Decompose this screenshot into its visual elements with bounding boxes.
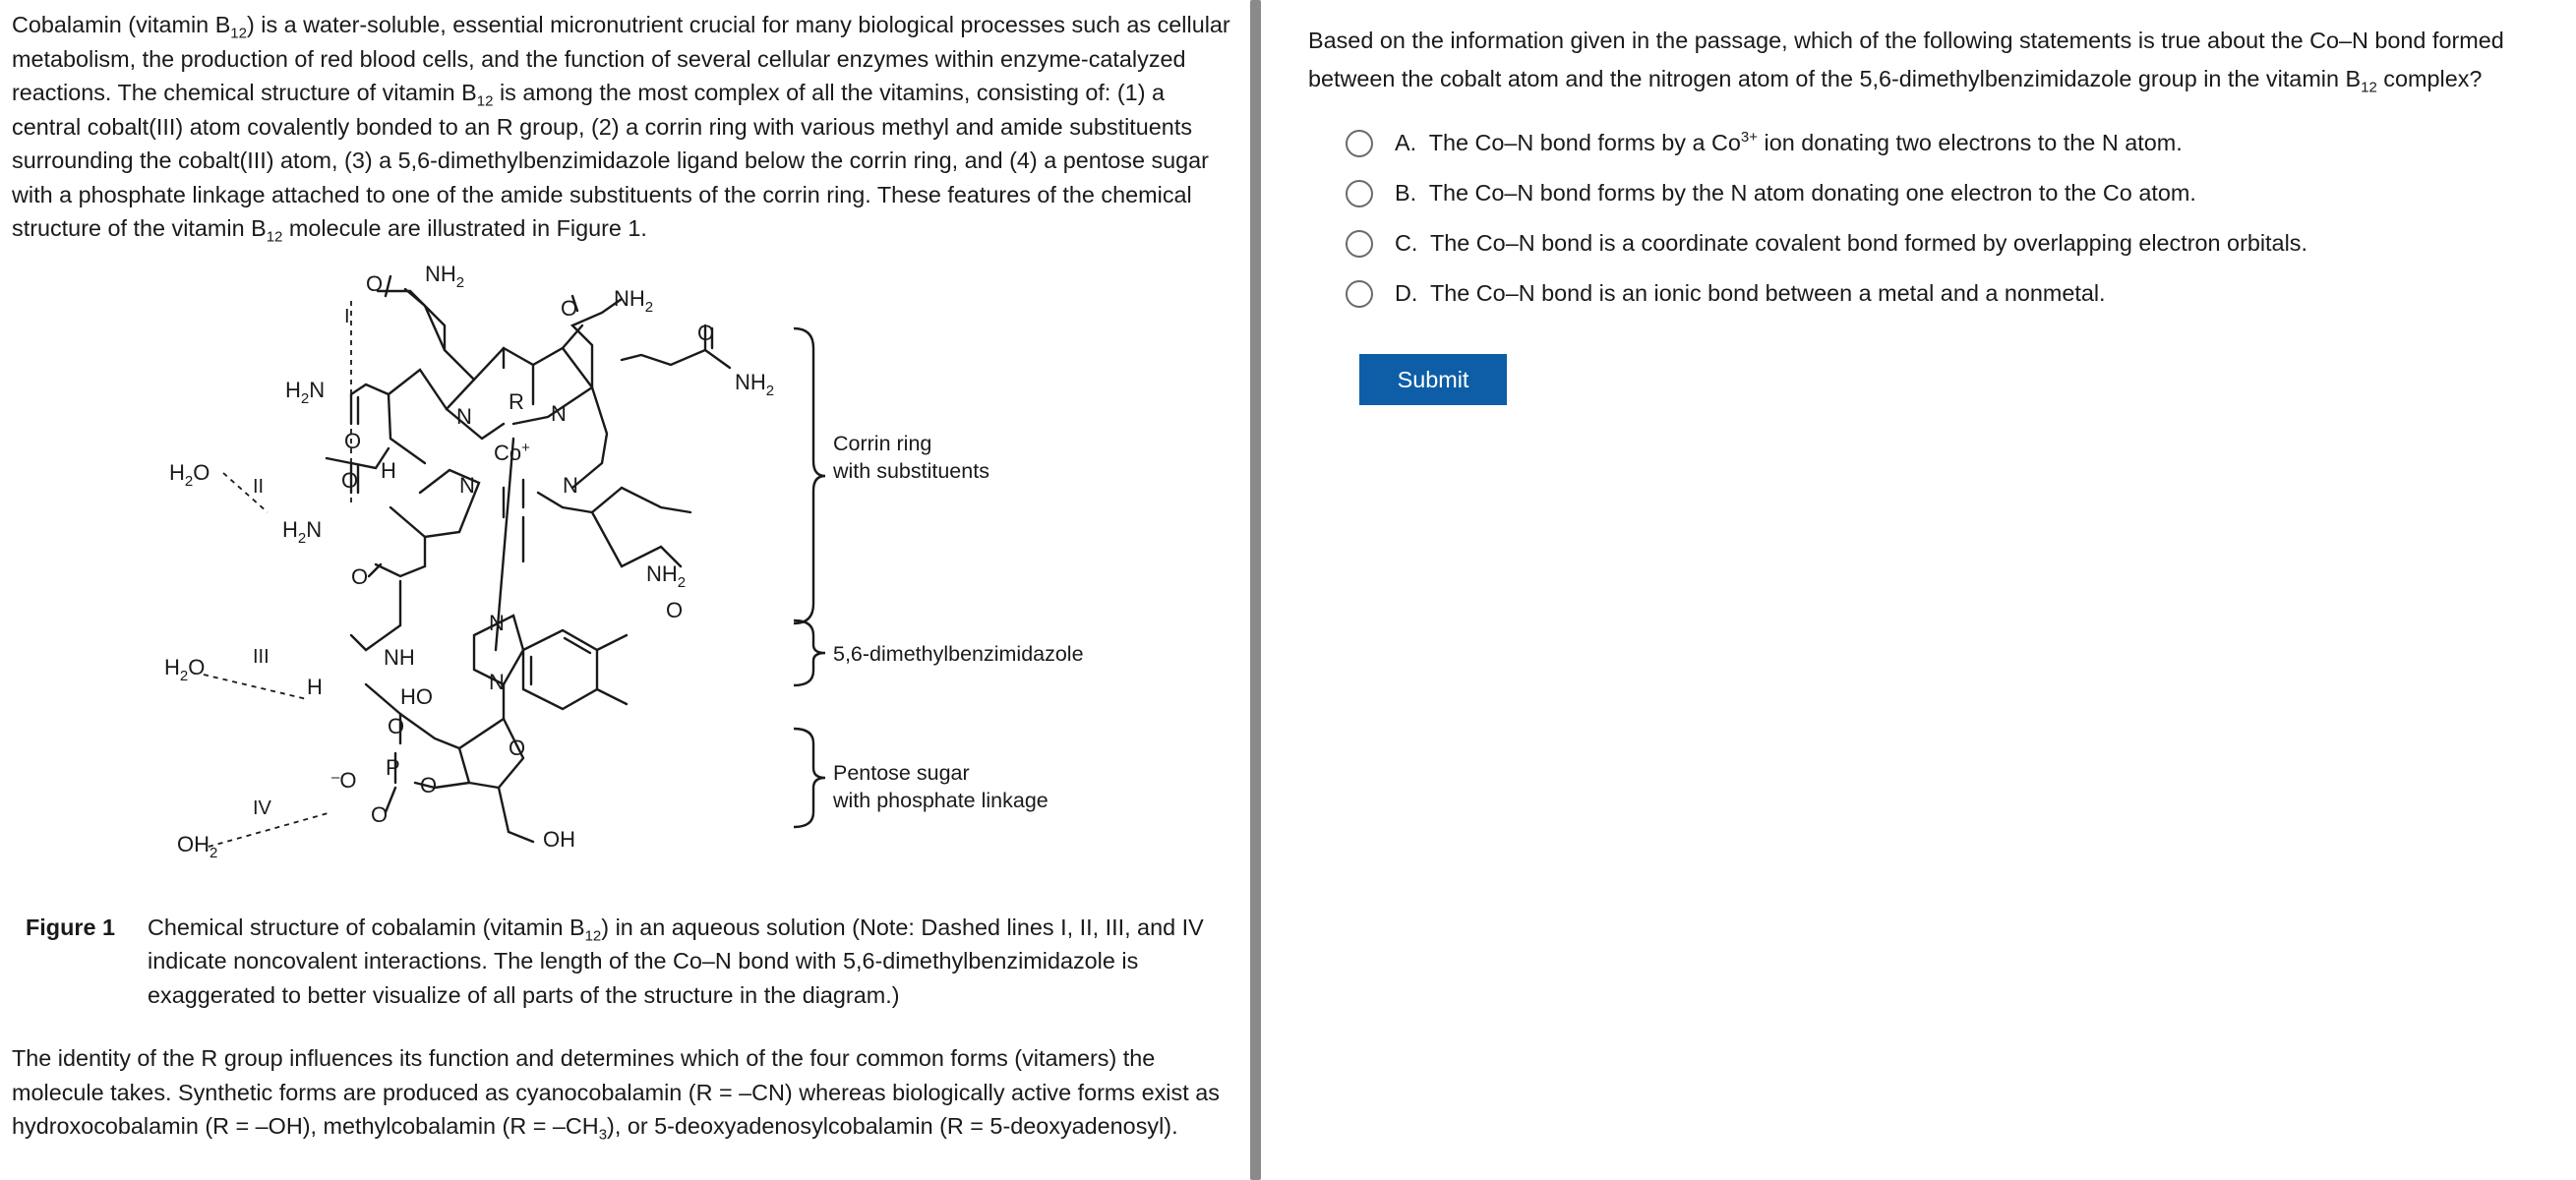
figure-1-structure: [12, 252, 1251, 920]
interaction-label-iii: III: [253, 645, 270, 668]
atom-n-4: N: [459, 472, 475, 498]
atom-o-12: O: [371, 801, 389, 827]
radio-a[interactable]: [1346, 130, 1373, 157]
atom-h2o-2: $H_2O$: [164, 654, 206, 684]
atom-n-1: N: [456, 403, 472, 429]
bracket-label-sugar-2: with phosphate linkage: [833, 788, 1048, 812]
atom-nh: NH: [384, 644, 415, 670]
atom-p: P: [386, 754, 400, 780]
atom-h2n-1: $H_2N$: [285, 377, 326, 407]
sugar-bracket: [794, 729, 825, 827]
atom-co: Co+: [494, 439, 530, 465]
choice-d-label: D. The Co–N bond is an ionic bond between a metal and a nonmetal.: [1395, 280, 2106, 306]
choice-c[interactable]: [1346, 218, 2576, 268]
benz-bracket: [794, 620, 825, 685]
atom-n-5: N: [489, 610, 505, 635]
atom-ho: HO: [400, 683, 433, 709]
choice-a-label: A. The Co–N bond forms by a $Co^{3+}$ ion donating two electrons to the N atom.: [1395, 129, 2183, 155]
atom-o-8: O: [388, 713, 405, 738]
atom-r: R: [509, 388, 524, 414]
choice-c-label: C. The Co–N bond is a coordinate covalent bond formed by overlapping electron orbitals.: [1395, 230, 2307, 256]
question-pane: [1269, 0, 2576, 1180]
figure-caption: [12, 911, 1237, 1013]
atom-o-11: O: [420, 772, 438, 797]
corrin-bracket: [794, 328, 825, 623]
atom-o-2: O: [561, 295, 578, 321]
radio-d[interactable]: [1346, 280, 1373, 308]
atom-oh2: $OH_2$: [177, 831, 218, 861]
atom-n-6: N: [489, 669, 505, 694]
passage-pane: [0, 0, 1249, 1180]
bracket-label-benz: 5,6-dimethylbenzimidazole: [833, 641, 1084, 666]
bracket-label-corrin-2: with substituents: [833, 458, 989, 483]
passage-paragraph-1: Cobalamin (vitamin $B_{12}$) is a water-soluble, essential micronutrient crucial for many biological processes such as cellular metabolism, the production of red blood cells, and the function of several cellular enzymes within enzyme-catalyzed reactions. The chemical structure of vitamin $B_{12}$ is among the most complex of all the vitamins, consisting of: (1) a central cobalt(III) atom covalently bonded to an R group, (2) a corrin ring with various methyl and amide substituents surrounding the cobalt(III) atom, (3) a 5,6-dimethylbenzimidazole ligand below the corrin ring, and (4) a pentose sugar with a phosphate linkage attached to one of the amide substituents of the corrin ring. These features of the chemical structure of the vitamin $B_{12}$ molecule are illustrated in Figure 1.: [12, 12, 1230, 246]
atom-nh2-3: $NH_2$: [735, 369, 775, 399]
atom-nh2-2: $NH_2$: [614, 285, 654, 316]
atom-h-2: H: [307, 674, 323, 699]
atom-o-5: O: [341, 467, 359, 493]
atom-o-9: O: [509, 735, 526, 760]
bracket-label-corrin-1: Corrin ring: [833, 431, 932, 455]
radio-c[interactable]: [1346, 230, 1373, 258]
interaction-label-iv: IV: [253, 796, 271, 819]
atom-h2n-2: $H_2N$: [282, 516, 323, 547]
atom-nh2-1: $NH_2$: [425, 261, 465, 291]
choice-a[interactable]: [1346, 118, 2576, 168]
atom-nh2-4: $NH_2$: [646, 560, 687, 591]
answer-choices: [1308, 118, 2576, 319]
atom-h2o-1: $H_2O$: [169, 459, 210, 490]
atom-n-2: N: [551, 400, 567, 426]
question-stem: Based on the information given in the passage, which of the following statements is true about the Co–N bond formed between the cobalt atom and the nitrogen atom of the 5,6-dimethylbenzimidazole group in the vitamin $B_{12}$ complex?: [1308, 28, 2504, 96]
interaction-label-ii: II: [253, 475, 265, 498]
figure-caption-text: Chemical structure of cobalamin (vitamin $B_{12}$) in an aqueous solution (Note: Dashed lines I, II, III, and IV indicate noncovalent interactions. The length of the Co–N bond with 5,6-dimethylbenzimidazole is exaggerated to better visualize of all parts of the structure in the diagram.): [148, 914, 1204, 1008]
choice-b-label: B. The Co–N bond forms by the N atom donating one electron to the Co atom.: [1395, 180, 2196, 206]
choice-b[interactable]: [1346, 168, 2576, 218]
atom-o-4: O: [344, 428, 362, 453]
choice-d[interactable]: [1346, 268, 2576, 319]
bracket-label-sugar-1: Pentose sugar: [833, 760, 970, 785]
radio-b[interactable]: [1346, 180, 1373, 207]
atom-o-10: –O: [331, 767, 357, 793]
atom-o-7: O: [351, 563, 369, 589]
submit-button[interactable]: Submit: [1359, 354, 1507, 405]
figure-label: Figure 1: [26, 914, 115, 940]
atom-o-1: O: [366, 270, 384, 296]
atom-h-1: H: [381, 457, 396, 483]
cobalamin-structure-diagram: [12, 252, 1251, 920]
passage-paragraph-2: The identity of the R group influences its function and determines which of the four common forms (vitamers) the molecule takes. Synthetic forms are produced as cyanocobalamin (R = –CN) whereas biologically active forms exist as hydroxocobalamin (R = –OH), methylcobalamin $(R = -CH_3)$, or 5-deoxyadenosylcobalamin (R = 5-deoxyadenosyl).: [12, 1045, 1220, 1144]
atom-o-3: O: [697, 320, 715, 345]
atom-oh: OH: [543, 826, 575, 852]
atom-o-6: O: [666, 597, 684, 622]
pane-splitter[interactable]: [1250, 0, 1261, 1180]
atom-n-3: N: [563, 472, 578, 498]
interaction-label-i: I: [344, 305, 350, 327]
